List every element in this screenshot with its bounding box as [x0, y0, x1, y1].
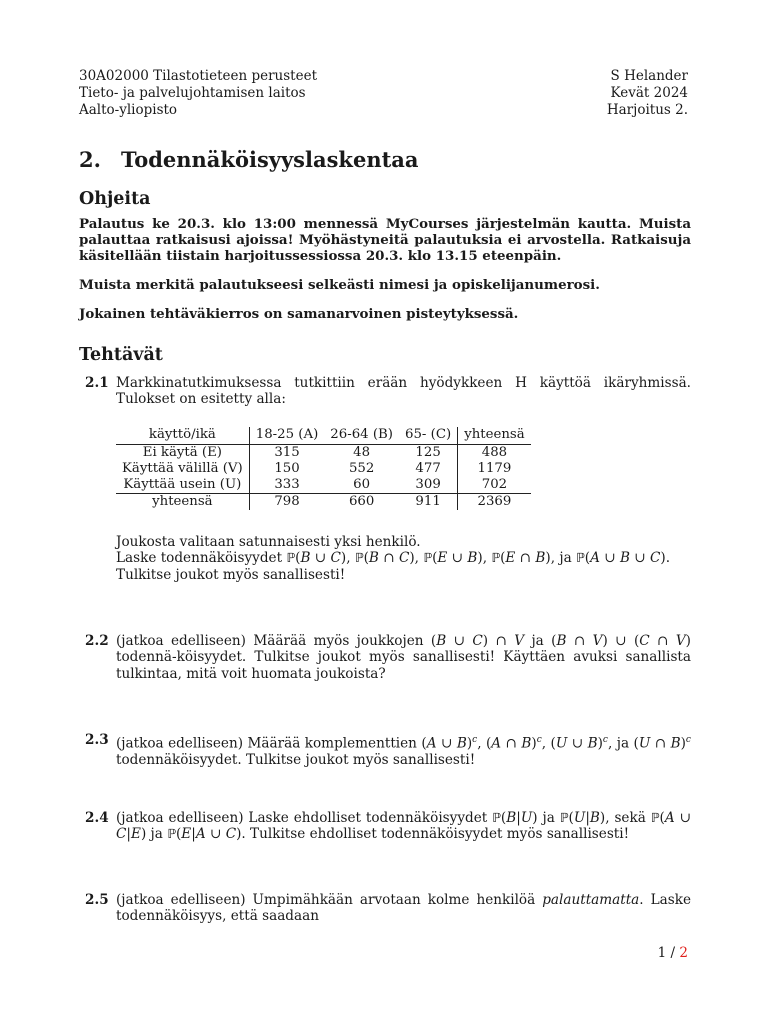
- department: Tieto- ja palvelujohtamisen laitos: [79, 85, 306, 101]
- task-intro: Markkinatutkimuksessa tutkittiin erään hyödykkeen H käyttöä ikäryhmissä. Tulokset on esitetty alla:: [116, 375, 691, 408]
- task-2-1-question: [79, 534, 691, 583]
- row-label: Käyttää usein (U): [123, 477, 242, 492]
- course-name: 30A02000 Tilastotieteen perusteet: [79, 68, 317, 84]
- row-label: yhteensä: [116, 494, 249, 511]
- task-number: 2.5: [85, 892, 109, 908]
- table-header-cell: 65- (C): [399, 427, 458, 445]
- instructions-deadline: Palautus ke 20.3. klo 13:00 mennessä MyCourses järjestelmän kautta. Muista palauttaa ratkaisusi ajoissa! Myöhästyneitä palautuksia ei arvostella. Ratkaisuja käsitellään tiistain harjoitussessiossa 20.3. klo 13.15 eteenpäin.: [79, 216, 691, 265]
- selection-note: Joukosta valitaan satunnaisesti yksi henkilö.: [116, 534, 421, 550]
- table-cell: 315: [249, 445, 324, 462]
- table-cell: 911: [399, 494, 458, 511]
- probability-question: Laske todennäköisyydet ℙ(B ∪ C), ℙ(B ∩ C), ℙ(E ∪ B), ℙ(E ∩ B), ja ℙ(A ∪ B ∪ C).: [116, 550, 671, 567]
- table-cell: 150: [249, 461, 324, 477]
- table-header-row: [116, 427, 531, 445]
- table-header-cell: yhteensä: [458, 427, 531, 445]
- task-2-1: [79, 375, 691, 408]
- task-text: (jatkoa edelliseen) Määrää komplementtien (A ∪ B)$^c$, (A ∩ B)$^c$, (U ∪ B)$^c$, ja (U ∩ B)$^c$ todennäköisyydet. Tulkitse joukot myös sanallisesti!: [116, 735, 691, 768]
- table-header-cell: käyttö/ikä: [116, 427, 249, 445]
- page-number: 1 / 2: [657, 945, 688, 961]
- title-text: Todennäköisyyslaskentaa: [121, 147, 419, 172]
- task-2-2: [79, 633, 691, 682]
- table-cell: 702: [458, 477, 531, 494]
- table-header-cell: 18-25 (A): [249, 427, 324, 445]
- table-cell: 48: [353, 445, 371, 460]
- task-text: (jatkoa edelliseen) Määrää myös joukkojen (B ∪ C) ∩ V ja (B ∩ V) ∪ (C ∩ V) todennä-köisyydet. Tulkitse joukot myös sanallisesti! Käyttäen avuksi sanallista tulkintaa, mitä voit huomata joukoista?: [116, 633, 691, 682]
- table-cell: 1179: [458, 461, 531, 477]
- table-header-cell: 26-64 (B): [324, 427, 399, 445]
- title-number: 2.: [79, 147, 101, 172]
- table-row: [116, 461, 531, 477]
- page-title: [79, 147, 419, 172]
- usage-table: [116, 427, 531, 510]
- instructions-heading: Ohjeita: [79, 189, 151, 209]
- table-total-row: [116, 494, 531, 511]
- author: S Helander: [610, 68, 688, 84]
- task-number: 2.3: [85, 732, 109, 748]
- task-2-4: [79, 810, 691, 843]
- table-cell: 552: [348, 461, 375, 476]
- exercise-label: Harjoitus 2.: [606, 102, 688, 118]
- current-page: 1: [657, 945, 667, 961]
- table-cell: 660: [324, 494, 399, 511]
- table-row: [116, 477, 531, 494]
- instructions-scoring-note: Jokainen tehtäväkierros on samanarvoinen pisteytyksessä.: [79, 306, 519, 322]
- task-number: 2.4: [85, 810, 109, 826]
- instructions-name-note: Muista merkitä palautukseesi selkeästi nimesi ja opiskelijanumerosi.: [79, 277, 600, 293]
- course-header: [79, 68, 317, 119]
- task-number: 2.1: [85, 375, 109, 391]
- total-pages-link[interactable]: 2: [679, 945, 688, 961]
- table-cell: 798: [249, 494, 324, 511]
- table-cell: 477: [415, 461, 441, 476]
- tasks-heading: Tehtävät: [79, 345, 163, 365]
- table-cell: 2369: [458, 494, 531, 511]
- task-2-3: [79, 732, 691, 768]
- table-row: [116, 445, 531, 462]
- table-cell: 488: [458, 445, 531, 462]
- task-number: 2.2: [85, 633, 109, 649]
- row-label: Ei käytä (E): [142, 445, 222, 460]
- table-cell: 309: [415, 477, 441, 492]
- university: Aalto-yliopisto: [79, 102, 178, 118]
- table-cell: 60: [353, 477, 371, 492]
- task-2-5: [79, 892, 691, 925]
- interpret-note: Tulkitse joukot myös sanallisesti!: [116, 566, 346, 583]
- author-header: [607, 68, 688, 119]
- task-text: (jatkoa edelliseen) Umpimähkään arvotaan kolme henkilöä palauttamatta. Laske todennäköisyys, että saadaan: [116, 892, 691, 925]
- task-text: (jatkoa edelliseen) Laske ehdolliset todennäköisyydet ℙ(B|U) ja ℙ(U|B), sekä ℙ(A ∪ C|E) ja ℙ(E|A ∪ C). Tulkitse ehdolliset todennäköisyydet myös sanallisesti!: [116, 810, 691, 843]
- semester: Kevät 2024: [610, 85, 688, 101]
- table-cell: 125: [415, 445, 441, 460]
- table-cell: 333: [249, 477, 324, 494]
- row-label: Käyttää välillä (V): [122, 461, 243, 476]
